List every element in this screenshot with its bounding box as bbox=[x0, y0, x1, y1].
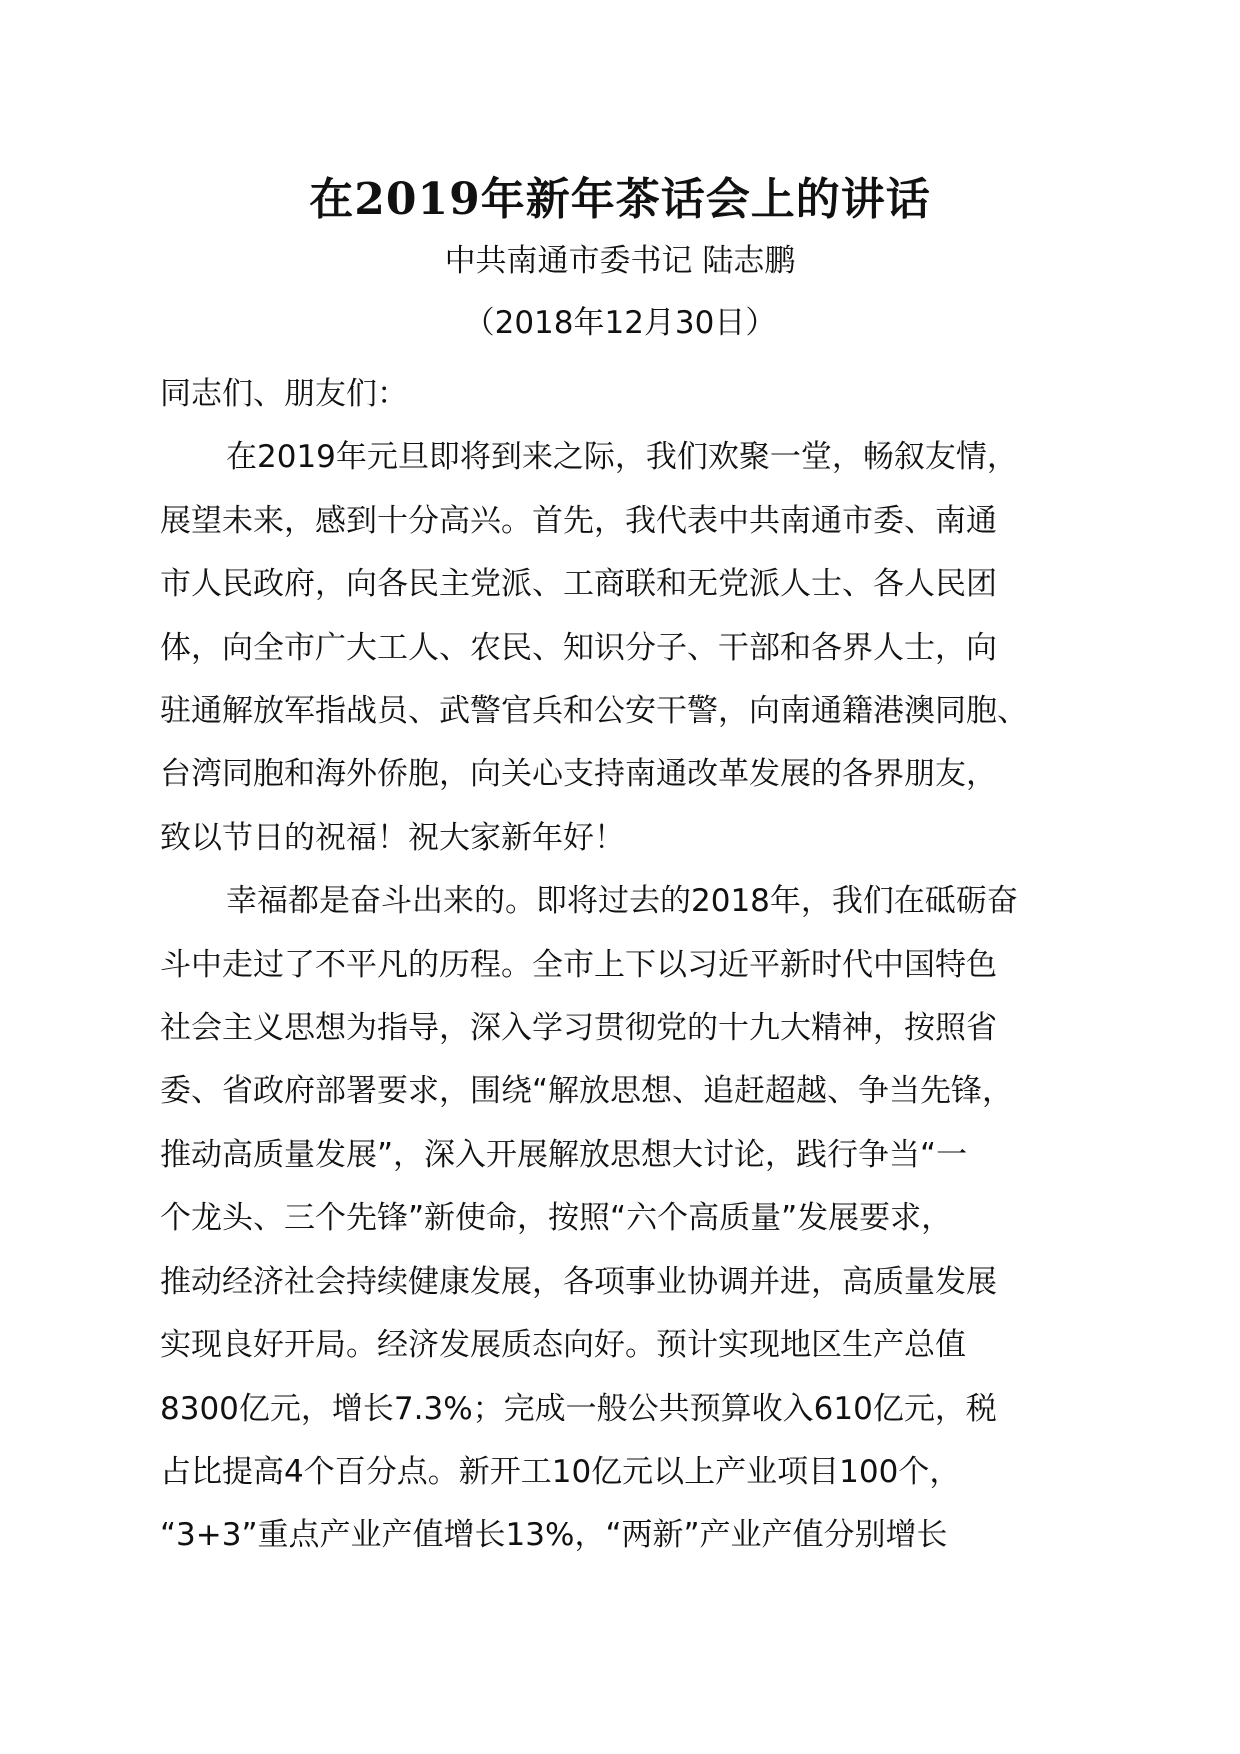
document-body bbox=[160, 363, 1100, 1568]
text-line: 占比提高4个百分点。新开工10亿元以上产业项目100个， bbox=[160, 1453, 961, 1490]
text-line: 幸福都是奋斗出来的。即将过去的2018年，我们在砥砺奋 bbox=[226, 883, 1018, 920]
text-line: 实现良好开局。经济发展质态向好。预计实现地区生产总值 bbox=[160, 1327, 966, 1364]
paragraph-2 bbox=[160, 870, 1100, 1567]
text-line: 8300亿元，增长7.3%；完成一般公共预算收入610亿元，税 bbox=[160, 1390, 997, 1427]
text-line: 推动高质量发展”，深入开展解放思想大讨论，践行争当“一 bbox=[160, 1136, 968, 1173]
text-line: 展望未来，感到十分高兴。首先，我代表中共南通市委、南通 bbox=[160, 502, 997, 539]
text-line: 市人民政府，向各民主党派、工商联和无党派人士、各人民团 bbox=[160, 566, 997, 603]
author-line: 中共南通市委书记 陆志鹏 bbox=[444, 243, 796, 279]
text-line: 推动经济社会持续健康发展，各项事业协调并进，高质量发展 bbox=[160, 1263, 997, 1300]
text-line: 体，向全市广大工人、农民、知识分子、干部和各界人士，向 bbox=[160, 629, 997, 666]
text-line: 台湾同胞和海外侨胞，向关心支持南通改革发展的各界朋友， bbox=[160, 756, 997, 793]
document-title: 在2019年新年茶话会上的讲话 bbox=[309, 174, 931, 225]
text-line: 个龙头、三个先锋”新使命，按照“六个高质量”发展要求， bbox=[160, 1200, 953, 1237]
text-line: 斗中走过了不平凡的历程。全市上下以习近平新时代中国特色 bbox=[160, 946, 997, 983]
text-line: 在2019年元旦即将到来之际，我们欢聚一堂，畅叙友情， bbox=[226, 439, 1018, 476]
text-line: 社会主义思想为指导，深入学习贯彻党的十九大精神，按照省 bbox=[160, 1010, 997, 1047]
text-line: 致以节日的祝福！祝大家新年好！ bbox=[160, 819, 625, 856]
salutation: 同志们、朋友们： bbox=[160, 376, 408, 412]
text-line: 驻通解放军指战员、武警官兵和公安干警，向南通籍港澳同胞、 bbox=[160, 693, 1028, 730]
text-line: “3+3”重点产业产值增长13%，“两新”产业产值分别增长 bbox=[160, 1517, 948, 1554]
paragraph-1 bbox=[160, 426, 1100, 870]
date-line: （2018年12月30日） bbox=[463, 305, 777, 341]
text-line: 委、省政府部署要求，围绕“解放思想、追赶超越、争当先锋， bbox=[160, 1073, 1014, 1110]
